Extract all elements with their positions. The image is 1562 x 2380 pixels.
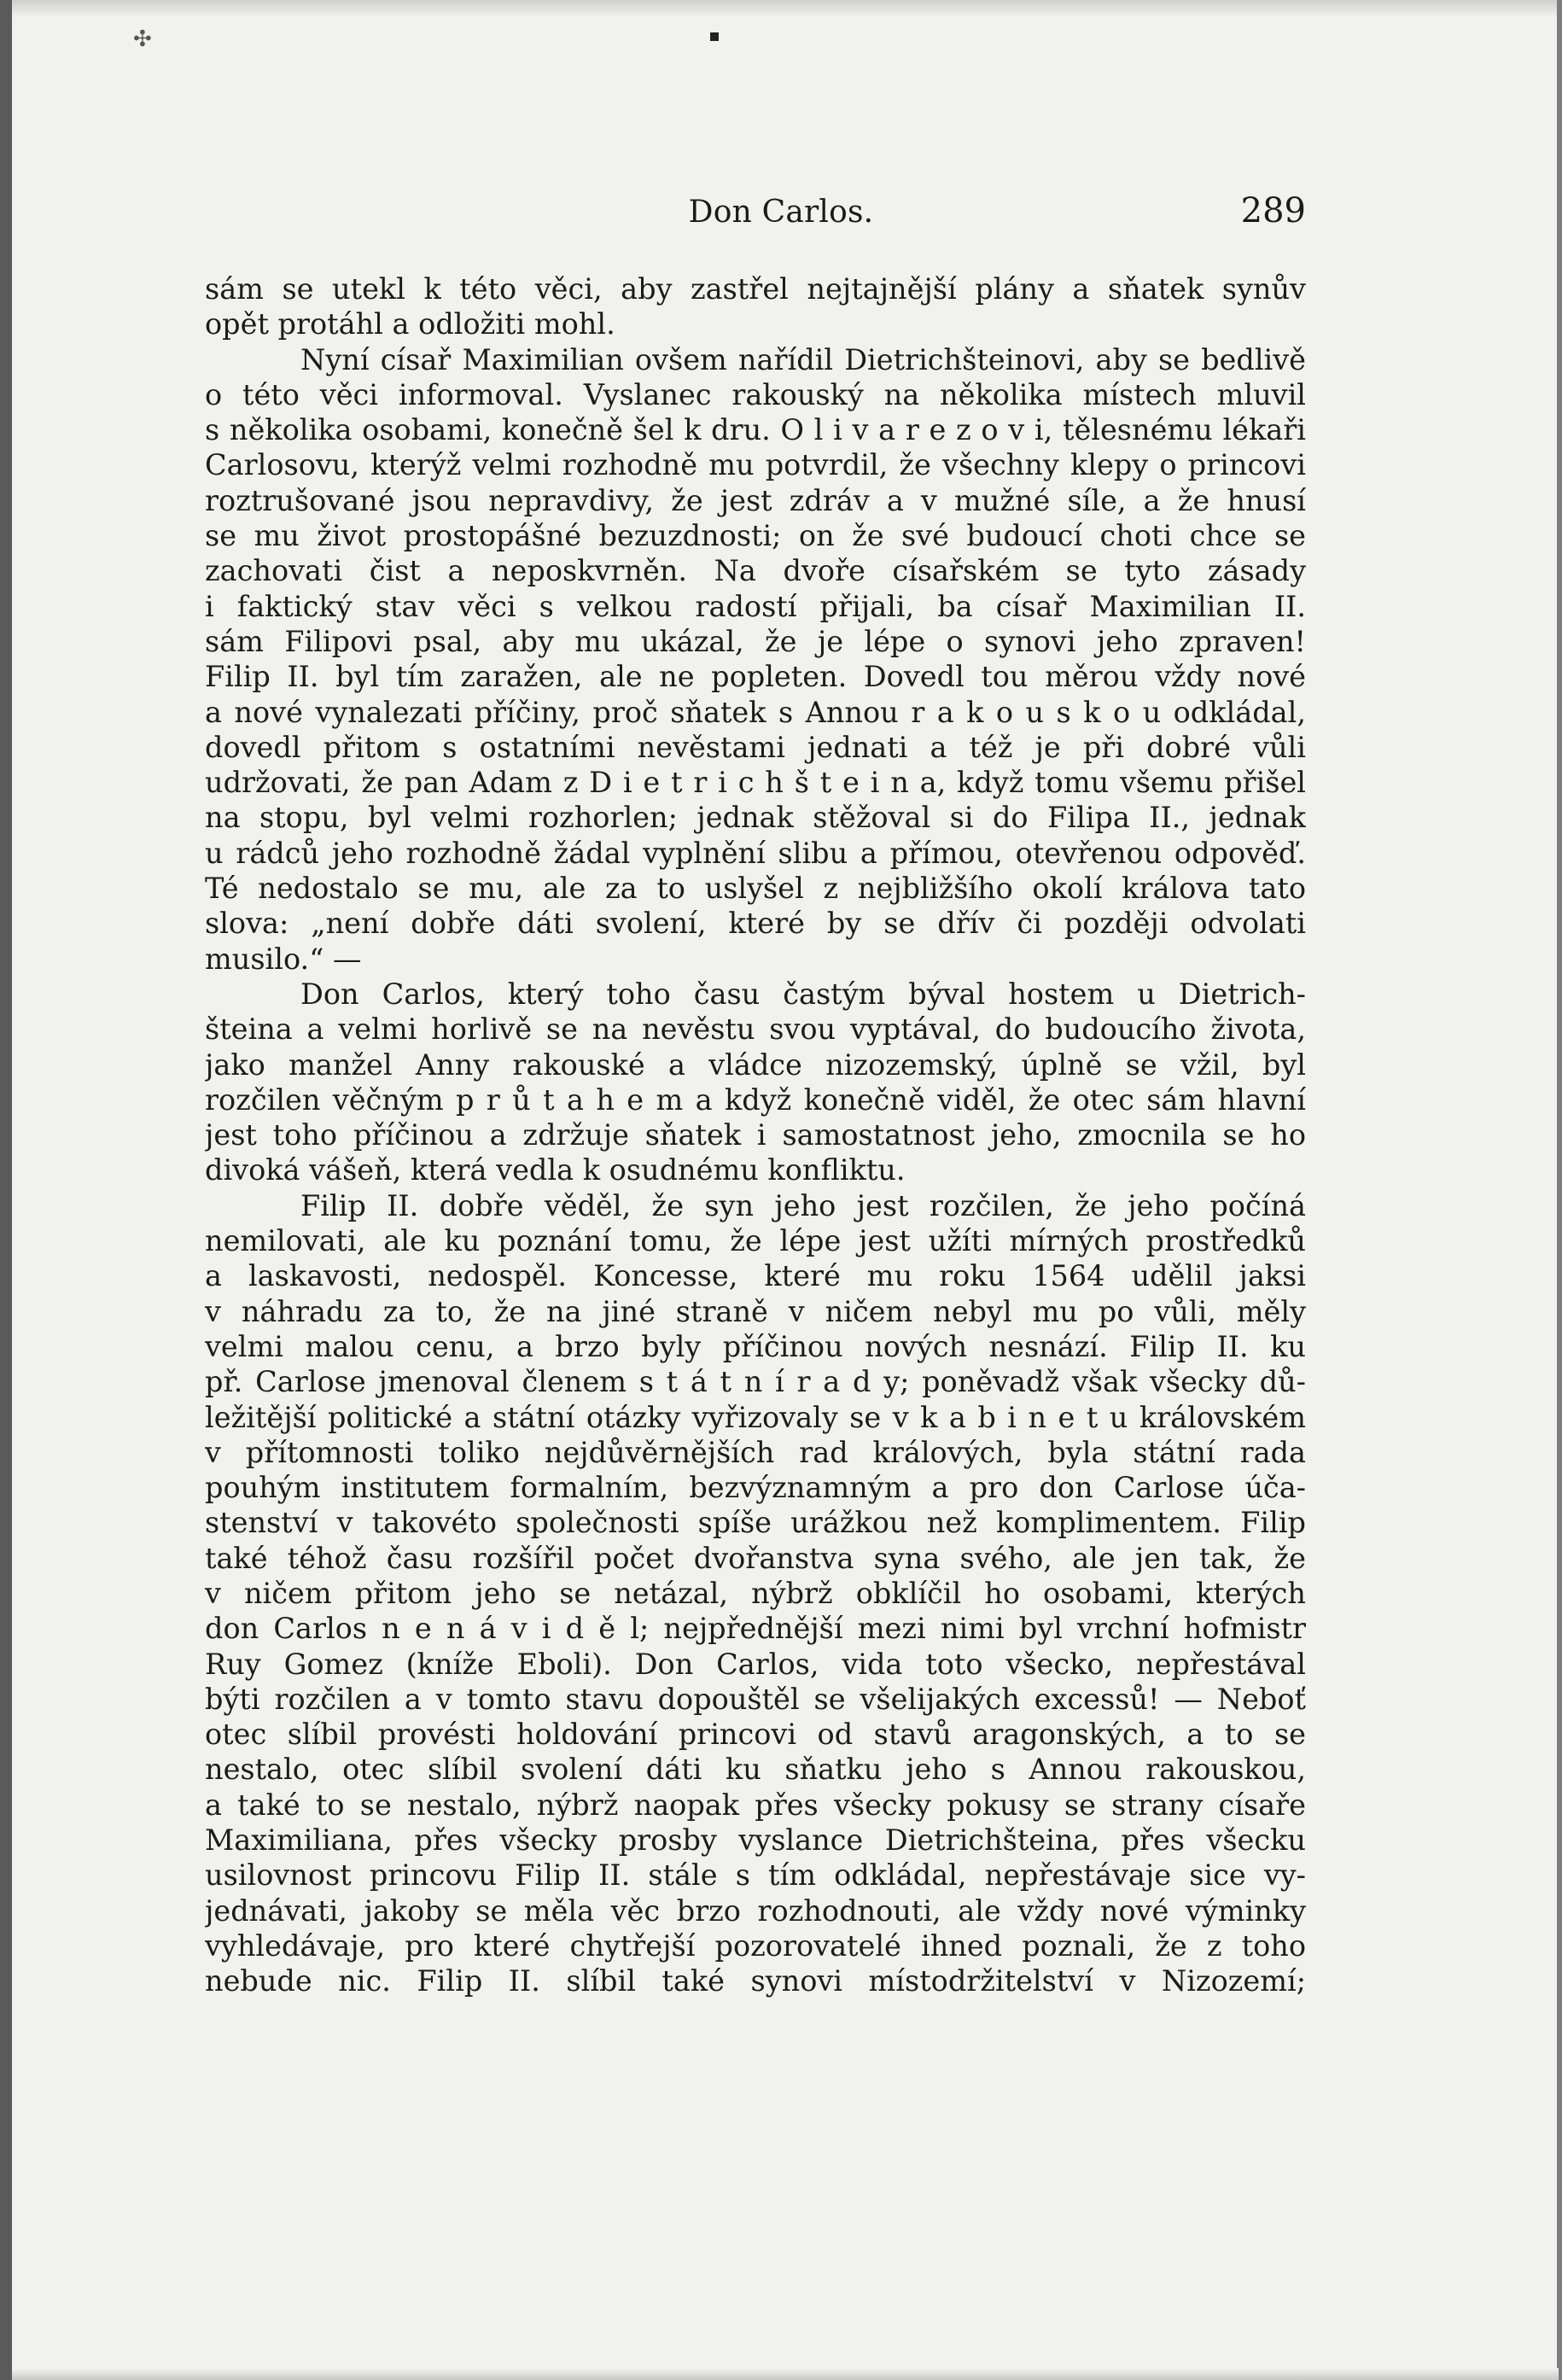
text-line: v ničem přitom jeho se netázal, nýbrž obklíčil ho osobami, kterých: [205, 1576, 1306, 1610]
text-line: Ruy Gomez (kníže Eboli). Don Carlos, vida toto všecko, nepřestával: [205, 1647, 1306, 1681]
text-line: Nyní císař Maximilian ovšem nařídil Dietrichšteinovi, aby se bedlivě: [300, 342, 1306, 376]
text-line: s několika osobami, konečně šel k dru. O l i v a r e z o v i, tělesnému lékaři: [205, 413, 1306, 447]
scan-dot-mark: [710, 32, 719, 41]
text-line: otec slíbil provésti holdování princovi od stavů aragonských, a to se: [205, 1718, 1306, 1752]
text-line: nestalo, otec slíbil svolení dáti ku sňatku jeho s Annou rakouskou,: [205, 1753, 1306, 1787]
text-line: udržovati, že pan Adam z D i e t r i c h š t e i n a, když tomu všemu přišel: [205, 766, 1306, 800]
text-line: Filip II. dobře věděl, že syn jeho jest rozčilen, že jeho počíná: [300, 1188, 1306, 1222]
text-line: pouhým institutem formalním, bezvýznamným a pro don Carlose úča-: [205, 1471, 1306, 1505]
scan-edge-left: [0, 0, 12, 2380]
text-line: Té nedostalo se mu, ale za to uslyšel z nejbližšího okolí králova tato: [205, 872, 1306, 906]
text-line: jednávati, jakoby se měla věc brzo rozhodnouti, ale vždy nové výminky: [205, 1893, 1306, 1928]
text-line: také téhož času rozšířil počet dvořanstva syna svého, ale jen tak, že: [205, 1541, 1306, 1575]
text-line: na stopu, byl velmi rozhorlen; jednak stěžoval si do Filipa II., jednak: [205, 801, 1306, 835]
text-line: slova: „není dobře dáti svolení, které by se dřív či později odvolati: [205, 907, 1306, 941]
running-title: Don Carlos.: [688, 195, 874, 230]
text-line: nebude nic. Filip II. slíbil také synovi místodržitelství v Nizozemí;: [205, 1964, 1306, 1998]
text-line: don Carlos n e n á v i d ě l; nejpřednější mezi nimi byl vrchní hofmistr: [205, 1612, 1306, 1646]
page-top-edge: [12, 0, 1559, 17]
text-line: u rádců jeho rozhodně žádal vyplnění slibu a přímou, otevřenou odpověď.: [205, 836, 1306, 870]
text-line: v přítomnosti toliko nejdůvěrnějších rad králových, byla státní rada: [205, 1435, 1306, 1469]
text-line: o této věci informoval. Vyslanec rakouský na několika místech mluvil: [205, 377, 1306, 411]
text-line: sám Filipovi psal, aby mu ukázal, že je lépe o synovi jeho zpraven!: [205, 624, 1306, 658]
text-line: Filip II. byl tím zaražen, ale ne popleten. Dovedl tou měrou vždy nové: [205, 660, 1306, 694]
text-line: jest toho příčinou a zdržuje sňatek i samostatnost jeho, zmocnila se ho: [205, 1118, 1306, 1152]
text-line: velmi malou cenu, a brzo byly příčinou nových nesnází. Filip II. ku: [205, 1329, 1306, 1363]
text-line: v náhradu za to, že na jiné straně v ničem nebyl mu po vůli, měly: [205, 1294, 1306, 1328]
text-line: nemilovati, ale ku poznání tomu, že lépe jest užíti mírných prostředků: [205, 1224, 1306, 1258]
text-line: se mu život prostopášné bezuzdnosti; on že své budoucí choti chce se: [205, 519, 1306, 553]
page-bottom-edge: [12, 2368, 1559, 2380]
text-line: roztrušované jsou nepravdivy, že jest zdráv a v mužné síle, a že hnusí: [205, 483, 1306, 517]
text-line: a laskavosti, nedospěl. Koncesse, které mu roku 1564 udělil jaksi: [205, 1259, 1306, 1293]
body-text: [205, 271, 1306, 1999]
text-line: Carlosovu, kterýž velmi rozhodně mu potvrdil, že všechny klepy o princovi: [205, 448, 1306, 482]
text-line: i faktický stav věci s velkou radostí přijali, ba císař Maximilian II.: [205, 589, 1306, 623]
text-line: stenství v takovéto společnosti spíše urážkou než komplimentem. Filip: [205, 1506, 1306, 1540]
page-number: 289: [1240, 191, 1306, 230]
text-line: usilovnost princovu Filip II. stále s tím odkládal, nepřestávaje sice vy-: [205, 1858, 1306, 1893]
text-line: Maximiliana, přes všecky prosby vyslance Dietrichšteina, přes všecku: [205, 1823, 1306, 1858]
text-line: vyhledávaje, pro které chytřejší pozorovatelé ihned poznali, že z toho: [205, 1928, 1306, 1963]
text-line: šteina a velmi horlivě se na nevěstu svou vyptával, do budoucího života,: [205, 1012, 1306, 1047]
text-line: a také to se nestalo, nýbrž naopak přes všecky pokusy se strany císaře: [205, 1788, 1306, 1822]
text-line: Don Carlos, který toho času častým býval hostem u Dietrich-: [300, 977, 1306, 1011]
text-line: divoká vášeň, která vedla k osudnému konfliktu.: [205, 1153, 906, 1187]
text-line: dovedl přitom s ostatními nevěstami jednati a též je při dobré vůli: [205, 730, 1306, 764]
text-line: sám se utekl k této věci, aby zastřel nejtajnější plány a sňatek synův: [205, 272, 1306, 306]
text-line: musilo.“ —: [205, 942, 362, 976]
page-right-edge: [1557, 0, 1562, 2380]
running-header: [0, 188, 1562, 239]
text-line: jako manžel Anny rakouské a vládce nizozemský, úplně se vžil, byl: [205, 1047, 1306, 1082]
text-line: opět protáhl a odložiti mohl.: [205, 307, 615, 341]
text-line: zachovati čist a neposkvrněn. Na dvoře císařském se tyto zásady: [205, 554, 1306, 588]
text-line: a nové vynalezati příčiny, proč sňatek s Annou r a k o u s k o u odkládal,: [205, 695, 1306, 729]
text-line: ležitější politické a státní otázky vyřizovaly se v k a b i n e t u královském: [205, 1400, 1306, 1434]
scan-speck-icon: ✣: [133, 26, 152, 52]
text-line: rozčilen věčným p r ů t a h e m a když konečně viděl, že otec sám hlavní: [205, 1082, 1306, 1117]
text-line: př. Carlose jmenoval členem s t á t n í r a d y; poněvadž však všecky dů-: [205, 1365, 1306, 1399]
text-line: býti rozčilen a v tomto stavu dopouštěl se všelijakých excessů! — Neboť: [205, 1682, 1306, 1716]
